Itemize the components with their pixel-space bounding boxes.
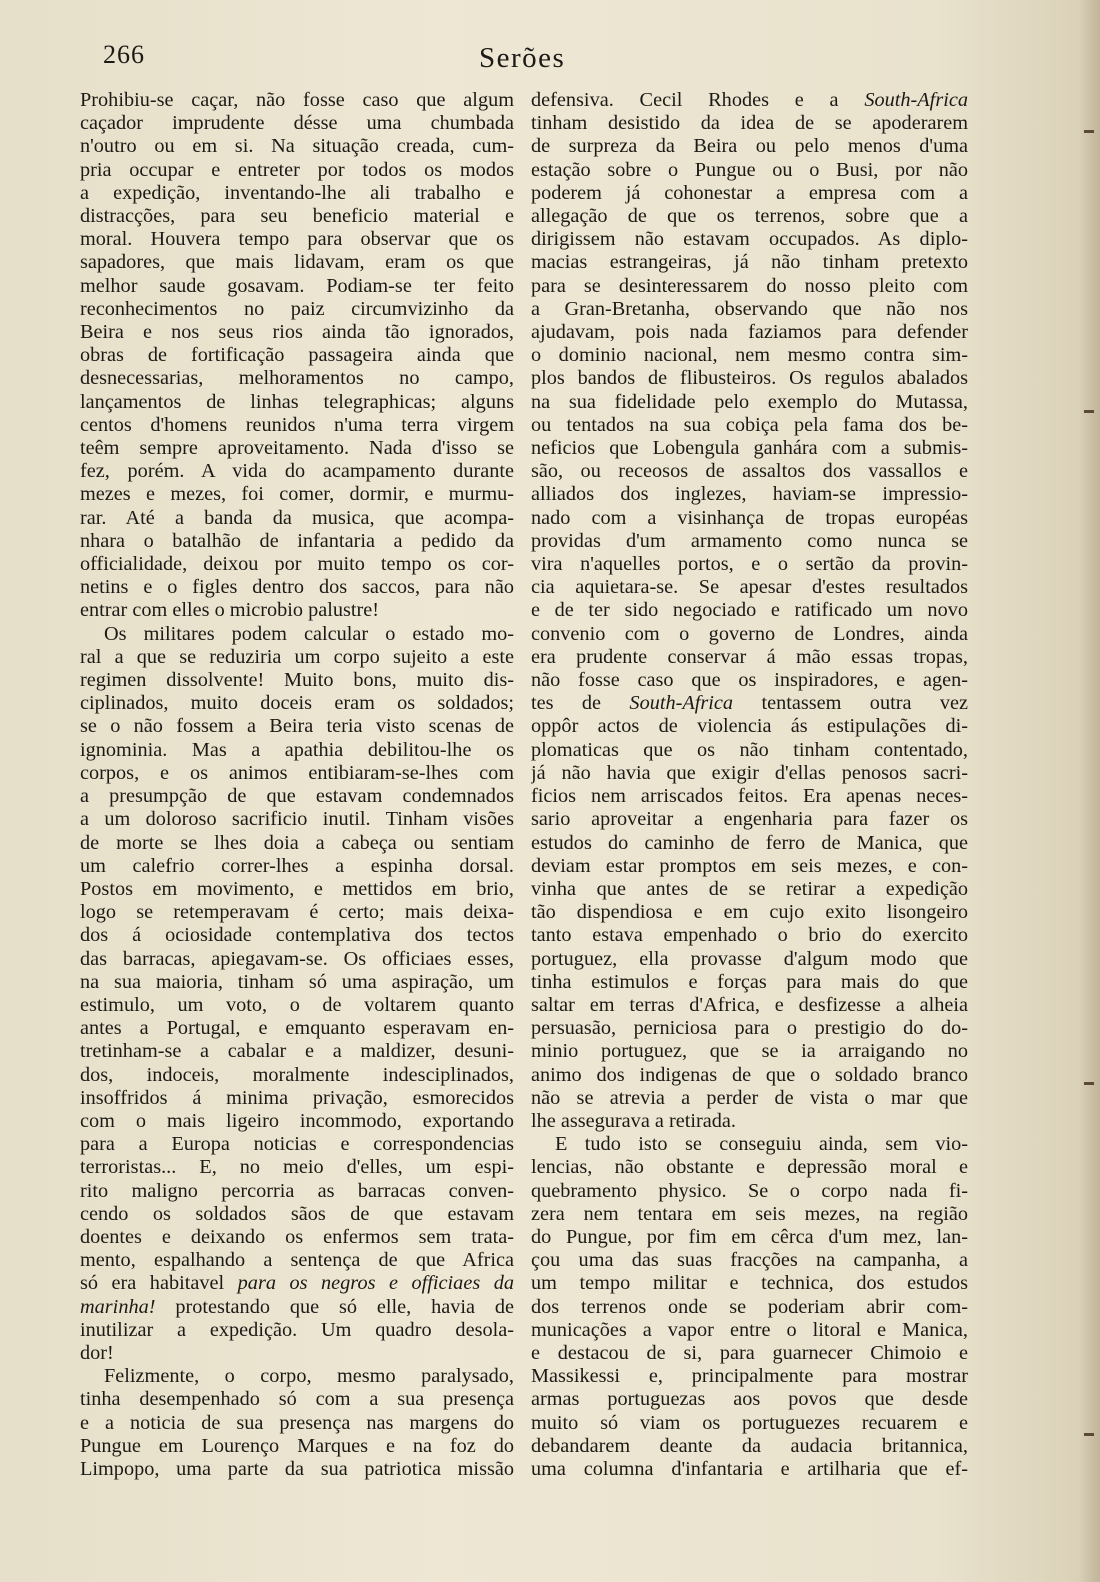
text-line: ignominia. Mas a apathia debilitou-lhe os [80, 738, 514, 761]
text-line: ajudavam, pois nada faziamos para defender [531, 321, 968, 344]
text-line: muito só viam os portuguezes recuarem e [531, 1411, 968, 1434]
italic-text: South-Africa [629, 692, 734, 715]
text-line: para a Europa noticias e correspondencias [80, 1133, 514, 1156]
text-line: poderem já cohonestar a empresa com a [531, 181, 968, 204]
text-line: dirigissem não estavam occupados. As diplo- [531, 228, 968, 251]
text-line: pria occupar e entreter por todos os modos [80, 158, 514, 181]
text-line: não fosse caso que os inspiradores, e agen- [531, 669, 968, 692]
text-line: mento, espalhando a sentença de que Africa [80, 1249, 514, 1272]
text-line: cia aquietara-se. Se apesar d'estes resultados [531, 576, 968, 599]
text-line: na sua fidelidade pelo exemplo do Mutassa, [531, 390, 968, 413]
text-line: officialidade, deixou por muito tempo os cor- [80, 553, 514, 576]
text-line: antes a Portugal, e emquanto esperavam en- [80, 1017, 514, 1040]
text-line: ficios nem arriscados feitos. Era apenas neces- [531, 785, 968, 808]
text-line: neficios que Lobengula ganhára com a submis- [531, 437, 968, 460]
left-column [80, 89, 514, 1481]
text-line: o dominio nacional, nem mesmo contra sim- [531, 344, 968, 367]
page-header [103, 40, 998, 80]
text-line: inutilizar a expedição. Um quadro desola- [80, 1318, 514, 1341]
text-line: convenio com o governo de Londres, ainda [531, 622, 968, 645]
text-line [80, 1296, 514, 1319]
page-number: 266 [103, 40, 145, 69]
text-line: moral. Houvera tempo para observar que os [80, 228, 514, 251]
text-line: melhor saude gosavam. Podiam-se ter feito [80, 274, 514, 297]
page-edge-shadow [1078, 0, 1100, 1582]
text-line: desnecessarias, melhoramentos no campo, [80, 367, 514, 390]
text-line: tão dispendiosa e em cujo exito lisongeiro [531, 901, 968, 924]
text-line: Os militares podem calcular o estado mo- [104, 622, 514, 645]
text-line: uma columna d'infantaria e artilharia que ef- [531, 1457, 968, 1480]
text-line: lançamentos de linhas telegraphicas; alguns [80, 390, 514, 413]
text-line: dor! [80, 1341, 114, 1364]
text-line: vinha que antes de se retirar a expedição [531, 877, 968, 900]
text-line: rito maligno percorria as barracas conven- [80, 1179, 514, 1202]
text-line: tinham desistido da idea de se apoderarem [531, 112, 968, 135]
text-line: para se desinteressarem do nosso pleito com [531, 274, 968, 297]
text-line: deviam estar promptos em seis mezes, e con- [531, 854, 968, 877]
text-line: estudos do caminho de ferro de Manica, que [531, 831, 968, 854]
text-line: dos á ociosidade contemplativa dos tectos [80, 924, 514, 947]
text-line: doentes e deixando os enfermos sem trata- [80, 1225, 514, 1248]
text-line: Felizmente, o corpo, mesmo paralysado, [104, 1365, 514, 1388]
text-line: rar. Até a banda da musica, que acompa- [80, 506, 514, 529]
text-line: minio portuguez, que se ia arraigando no [531, 1040, 968, 1063]
text-line: tretinham-se a cabalar e a maldizer, desuni- [80, 1040, 514, 1063]
text-line: centos d'homens reunidos n'uma terra virgem [80, 413, 514, 436]
text-line: obras de fortificação passageira ainda que [80, 344, 514, 367]
text-line: nhara o batalhão de infantaria a pedido da [80, 529, 514, 552]
text-line: de morte se lhes doia a cabeça ou sentiam [80, 831, 514, 854]
text-line [531, 89, 968, 112]
text-line: lencias, não obstante e depressão moral e [531, 1156, 968, 1179]
text-run: tentassem outra vez [733, 692, 968, 715]
text-line: quebramento physico. Se o corpo nada fi- [531, 1179, 968, 1202]
text-line: portuguez, ella provasse d'algum modo que [531, 947, 968, 970]
text-line: são, ou receosos de assaltos dos vassallos e [531, 460, 968, 483]
text-line: estimulo, um voto, o de voltarem quanto [80, 993, 514, 1016]
margin-mark [1084, 1082, 1094, 1085]
right-column [531, 89, 968, 1481]
text-line: oppôr actos de violencia ás estipulações di- [531, 715, 968, 738]
text-line: distracções, para seu beneficio material e [80, 205, 514, 228]
text-line: das barracas, apiegavam-se. Os officiaes esses, [80, 947, 514, 970]
text-run: defensiva. Cecil Rhodes e a [531, 89, 865, 111]
text-line: entrar com elles o microbio palustre! [80, 599, 380, 622]
text-line: cendo os soldados sãos de que estavam [80, 1202, 514, 1225]
text-line: saltar em terras d'Africa, e desfizesse a alheia [531, 993, 968, 1016]
text-line: dos terrenos onde se poderiam abrir com- [531, 1295, 968, 1318]
text-line [531, 692, 968, 715]
margin-mark [1084, 1433, 1094, 1436]
text-line: na sua maioria, tinham só uma aspiração, um [80, 970, 514, 993]
margin-mark [1084, 410, 1094, 413]
italic-text: marinha! [80, 1295, 156, 1318]
text-line: a um doloroso sacrificio inutil. Tinham visões [80, 808, 514, 831]
text-line: municações a vapor entre o litoral e Manica, [531, 1318, 968, 1341]
text-line: caçador imprudente désse uma chumbada [80, 112, 514, 135]
text-run: protestando que só elle, havia de [155, 1295, 514, 1318]
text-line: um calefrio correr-lhes a espinha dorsal. [80, 854, 514, 877]
text-line: Massikessi e, principalmente para mostrar [531, 1365, 968, 1388]
text-line: Pungue em Lourenço Marques e na foz do [80, 1434, 514, 1457]
text-line: reconhecimentos no paiz circumvizinho da [80, 297, 514, 320]
text-line: nado com a visinhança de tropas européas [531, 506, 968, 529]
text-run: só era habitavel [80, 1272, 238, 1295]
text-line: providas d'um armamento como nunca se [531, 529, 968, 552]
text-line: corpos, e os animos entibiaram-se-lhes com [80, 761, 514, 784]
text-line: estação sobre o Pungue ou o Busi, por não [531, 158, 968, 181]
text-line: çou uma das suas fracções na campanha, a [531, 1249, 968, 1272]
text-run: tes de [531, 692, 630, 715]
text-line: netins e o figles dentro dos saccos, para não [80, 576, 514, 599]
running-title: Serões [479, 42, 566, 74]
text-line: animo dos indigenas de que o soldado branco [531, 1063, 968, 1086]
text-line [80, 1272, 514, 1295]
text-line: lhe assegurava a retirada. [531, 1109, 736, 1132]
text-line: mezes e mezes, foi comer, dormir, e murmu- [80, 483, 514, 506]
text-line: allegação de que os terrenos, sobre que a [531, 205, 968, 228]
text-line: Postos em movimento, e mettidos em brio, [80, 877, 514, 900]
text-line: tanto estava empenhado o brio do exercito [531, 924, 968, 947]
text-line: se o não fossem a Beira teria visto scenas de [80, 715, 514, 738]
text-line: e a noticia de sua presença nas margens do [80, 1411, 514, 1434]
text-line: tinha estimulos e forças para mais do que [531, 970, 968, 993]
margin-mark [1084, 130, 1094, 133]
text-line: E tudo isto se conseguiu ainda, sem vio- [555, 1133, 968, 1156]
text-line: e de ter sido negociado e ratificado um novo [531, 599, 968, 622]
text-line: a expedição, inventando-lhe ali trabalho e [80, 181, 514, 204]
text-line: Beira e nos seus rios ainda tão ignorados, [80, 321, 514, 344]
text-line: com o mais ligeiro incommodo, exportando [80, 1109, 514, 1132]
italic-text: para os negros e officiaes da [237, 1272, 514, 1295]
text-line: teêm sempre aproveitamento. Nada d'isso se [80, 437, 514, 460]
text-line: fez, porém. A vida do acampamento durante [80, 460, 514, 483]
text-line: plomaticas que os não tinham contentado, [531, 738, 968, 761]
text-line: ciplinados, muito doceis eram os soldados; [80, 692, 514, 715]
text-line: e destacou de si, para guarnecer Chimoio e [531, 1341, 968, 1364]
text-line: logo se retemperavam é certo; mais deixa- [80, 901, 514, 924]
text-line: n'outro ou em si. Na situação creada, cum- [80, 135, 514, 158]
text-line: armas portuguezas aos povos que desde [531, 1388, 968, 1411]
text-line: dos, indoceis, moralmente indesciplinados, [80, 1063, 514, 1086]
text-line: tinha desempenhado só com a sua presença [80, 1388, 514, 1411]
text-line: insoffridos á minima privação, esmorecidos [80, 1086, 514, 1109]
text-line: já não havia que exigir d'ellas penosos sacri- [531, 761, 968, 784]
text-line: persuasão, perniciosa para o prestigio do do- [531, 1017, 968, 1040]
text-line: plos bandos de flibusteiros. Os regulos abalados [531, 367, 968, 390]
text-line: sario aproveitar a engenharia para fazer os [531, 808, 968, 831]
text-line: ral a que se reduziria um corpo sujeito a este [80, 645, 514, 668]
text-line: terroristas... E, no meio d'elles, um espi- [80, 1156, 514, 1179]
text-line: ou tentados na sua cobiça pela fama dos be- [531, 413, 968, 436]
text-line: a presumpção de que estavam condemnados [80, 785, 514, 808]
text-line: vira n'aquelles portos, e o sertão da provin- [531, 553, 968, 576]
text-line: alliados dos inglezes, haviam-se impressio- [531, 483, 968, 506]
text-line: zera nem tentara em seis mezes, na região [531, 1202, 968, 1225]
text-line: um tempo militar e technica, dos estudos [531, 1272, 968, 1295]
text-line: Prohibiu-se caçar, não fosse caso que algum [80, 89, 514, 111]
text-line: do Pungue, por fim em cêrca d'um mez, lan- [531, 1225, 968, 1248]
text-line: não se atrevia a perder de vista o mar que [531, 1086, 968, 1109]
text-line: macias estrangeiras, já não tinham pretexto [531, 251, 968, 274]
text-line: de surpreza da Beira ou pelo menos d'uma [531, 135, 968, 158]
text-line: sapadores, que mais lidavam, eram os que [80, 251, 514, 274]
text-line: regimen dissolvente! Muito bons, muito dis- [80, 669, 514, 692]
italic-text: South-Africa [864, 89, 968, 111]
text-line: debandarem deante da audacia britannica, [531, 1434, 968, 1457]
text-line: Limpopo, uma parte da sua patriotica missão [80, 1457, 514, 1480]
text-line: a Gran-Bretanha, observando que não nos [531, 297, 968, 320]
text-line: era prudente conservar á mão essas tropas, [531, 645, 968, 668]
